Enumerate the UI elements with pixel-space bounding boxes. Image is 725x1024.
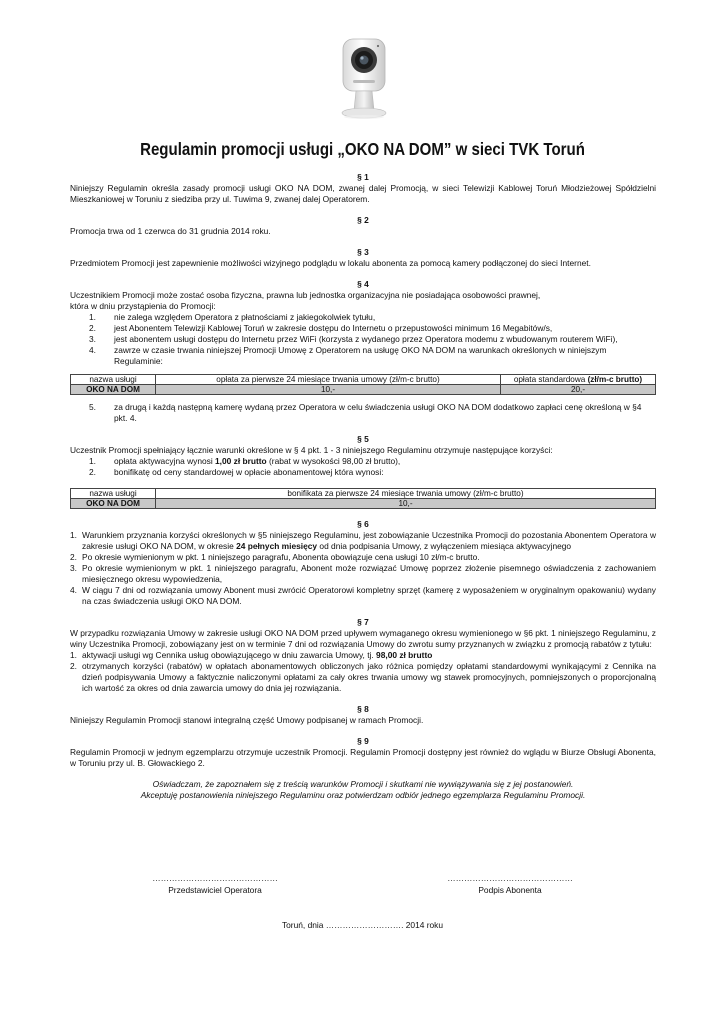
list-item: [70, 585, 656, 607]
item-text-post: od dnia podpisania Umowy, z wyłączeniem miesiąca aktywacyjnego: [317, 541, 572, 551]
section-3-heading: § 3: [357, 247, 369, 257]
section-2-text: Promocja trwa od 1 czerwca do 31 grudnia 2014 roku.: [70, 226, 271, 236]
list-item: [70, 312, 656, 323]
declaration-line-1: Oświadczam, że zapoznałem się z treścią warunków Promocji i skutkami nie wywiązywania się z jej postanowień.: [152, 779, 574, 789]
section-5-intro: Uczestnik Promocji spełniający łącznie warunki określone w § 4 pkt. 1 - 3 niniejszego Regulaminu otrzymuje następujące korzyści:: [70, 445, 553, 455]
table-row: [71, 499, 656, 509]
std-fee-unit: (zł/m-c brutto): [587, 375, 643, 384]
table-header-row: [71, 489, 656, 499]
discount-table: [70, 488, 656, 509]
declaration-line-2: Akceptuję postanowienia niniejszego Regulaminu oraz potwierdzam odbiór jednego egzemplarza Regulaminu Promocji.: [140, 790, 586, 800]
item-number: 1.: [70, 650, 77, 660]
table-header-cell: opłata za pierwsze 24 miesiące trwania umowy (zł/m-c brutto): [156, 375, 501, 385]
list-item: [70, 530, 656, 552]
item-number: 4.: [70, 585, 77, 595]
item-text-pre: aktywacji usługi wg Cennika usług obowiązującego w dniu zawarcia Umowy, tj.: [82, 650, 377, 660]
security-camera-icon: [334, 36, 394, 120]
item-text: [82, 530, 656, 552]
item-number: 2.: [89, 323, 96, 333]
item-text: jest Abonentem Telewizji Kablowej Toruń w zakresie dostępu do Internetu o przepustowości minimum 16 Megabitów/s,: [114, 323, 553, 333]
item-text-bold: 1,00 zł brutto: [215, 456, 267, 466]
item-number: 5.: [89, 402, 96, 412]
section-6-list: [70, 530, 656, 607]
table-cell: 10,-: [156, 385, 501, 395]
list-item: [70, 402, 656, 424]
table-cell: OKO NA DOM: [71, 499, 156, 509]
section-4-intro: Uczestnikiem Promocji może zostać osoba fizyczna, prawna lub jednostka organizacyjna nie posiadająca osobowości prawnej,: [70, 290, 541, 300]
section-9-heading: § 9: [357, 736, 369, 746]
section-4-intro-2: która w dniu przystąpienia do Promocji:: [70, 301, 216, 311]
item-number: 1.: [89, 456, 96, 466]
signature-label: Podpis Abonenta: [478, 885, 542, 895]
item-text: W ciągu 7 dni od rozwiązania umowy Abonent musi zwrócić Operatorowi kompletny sprzęt (kamerę z wyposażeniem w oryginalnym opakowaniu) wydany na czas świadczenia usługi OKO NA DOM.: [82, 585, 656, 606]
table-cell: 10,-: [156, 499, 656, 509]
section-7-heading: § 7: [357, 617, 369, 627]
table-header-row: [71, 375, 656, 385]
item-text: Po okresie wymienionym w pkt. 1 niniejszego paragrafu, Abonenta obowiązuje cena usługi 10 zł/m-c brutto.: [82, 552, 480, 562]
table-cell: 20,-: [501, 385, 656, 395]
item-text: nie zalega względem Operatora z płatnościami z jakiegokolwiek tytułu,: [114, 312, 376, 322]
item-text: za drugą i każdą następną kamerę wydaną przez Operatora w celu świadczenia usługi OKO NA DOM dodatkowo zapłaci cenę określoną w §4 pkt. 4.: [114, 402, 642, 423]
list-item: [70, 345, 656, 367]
section-4-heading: § 4: [357, 279, 369, 289]
section-5-list: [70, 456, 656, 478]
section-7-list: [70, 650, 656, 694]
table-cell: OKO NA DOM: [71, 385, 156, 395]
list-item: [70, 323, 656, 334]
item-text-bold: 24 pełnych miesięcy: [236, 541, 318, 551]
item-number: 3.: [89, 334, 96, 344]
section-8-text: Niniejszy Regulamin Promocji stanowi integralną część Umowy podpisanej w ramach Promocji.: [70, 715, 424, 725]
item-text: [114, 456, 656, 467]
item-text-bold: 98,00 zł brutto: [376, 650, 433, 660]
list-item: [70, 467, 656, 478]
item-text: bonifikatę od ceny standardowej w opłacie abonamentowej która wynosi:: [114, 467, 384, 477]
page-title: Regulamin promocji usługi „OKO NA DOM” w sieci TVK Toruń: [140, 139, 585, 159]
list-item: [70, 563, 656, 585]
table-row: [71, 385, 656, 395]
list-item: [70, 552, 656, 563]
item-number: 2.: [89, 467, 96, 477]
regulations-body: [70, 172, 656, 801]
table-header-cell: [501, 375, 656, 385]
section-6-heading: § 6: [357, 519, 369, 529]
section-1-heading: § 1: [357, 172, 369, 182]
list-item: [70, 334, 656, 345]
subscriber-signature: [420, 872, 600, 896]
item-number: 2.: [70, 552, 77, 562]
fees-table: [70, 374, 656, 395]
std-fee-label: opłata standardowa: [513, 375, 588, 384]
table-header-cell: nazwa usługi: [71, 489, 156, 499]
section-7-intro: W przypadku rozwiązania Umowy w zakresie usługi OKO NA DOM przed upływem wymaganego okresu wymienionego w §6 pkt. 1 niniejszego Regulaminu, z winy Uczestnika Promocji, zobowiązany jest on w terminie 7 dni od rozwiązania Umowy do zwrotu sumy przyznanych w związku z promocją rabatów z tytułu:: [70, 628, 656, 649]
section-5-heading: § 5: [357, 434, 369, 444]
list-item: [70, 650, 656, 661]
section-2-heading: § 2: [357, 215, 369, 225]
list-item: [70, 661, 656, 694]
item-number: 3.: [70, 563, 77, 573]
signature-label: Przedstawiciel Operatora: [168, 885, 262, 895]
item-text: Po okresie wymienionym w pkt. 1 niniejszego paragrafu, Abonent może rozwiązać Umowę poprzez złożenie pisemnego oświadczenia z zachowaniem miesięcznego okresu wypowiedzenia,: [82, 563, 656, 584]
list-item: [70, 456, 656, 467]
item-text: [82, 650, 656, 661]
signature-line: ………………………………………: [152, 873, 278, 883]
section-3-text: Przedmiotem Promocji jest zapewnienie możliwości wizyjnego podglądu w lokalu abonenta za pomocą kamery podłączonej do sieci Internet.: [70, 258, 591, 268]
section-9-text: Regulamin Promocji w jednym egzemplarzu otrzymuje uczestnik Promocji. Regulamin Promocji dostępny jest również do wglądu w Biurze Obsługi Abonenta, w Toruniu przy ul. B. Głowackiego 2.: [70, 747, 656, 768]
item-text-pre: Warunkiem przyznania korzyści określonych w §5 niniejszego Regulaminu, jest zobowiązanie Uczestnika Promocji do pozostania Abonentem Operatora w zakresie usługi OKO NA DOM, w okresie: [82, 530, 656, 551]
section-8-heading: § 8: [357, 704, 369, 714]
signature-line: ………………………………………: [447, 873, 573, 883]
operator-signature: [125, 872, 305, 896]
table-header-cell: nazwa usługi: [71, 375, 156, 385]
place-and-date: Toruń, dnia ………………………. 2014 roku: [281, 920, 444, 930]
section-4-list-cont: [70, 402, 656, 424]
item-number: 2.: [70, 661, 77, 671]
item-text: otrzymanych korzyści (rabatów) w opłatach abonamentowych obliczonych jako różnica pomiędzy opłatami standardowymi wynikającymi z Cennika na dzień podpisywania Umowy a faktycznie naliczonymi opłatami za cały okres trwania umowy wg stawek promocyjnych, pomniejszonych o proporcjonalną ich wartość za okres od dnia zawarcia umowy do dnia jej rozwiązania.: [82, 661, 656, 693]
item-text-pre: opłata aktywacyjna wynosi: [114, 456, 216, 466]
item-number: 1.: [70, 530, 77, 540]
item-text: jest abonentem usługi dostępu do Internetu przez WiFi (korzysta z wydanego przez Operatora modemu z wbudowanym routerem WiFi),: [114, 334, 618, 344]
section-4-list: [70, 312, 656, 367]
section-1-text: Niniejszy Regulamin określa zasady promocji usługi OKO NA DOM, zwanej dalej Promocją, w sieci Telewizji Kablowej Toruń Młodzieżowej Spółdzielni Mieszkaniowej w Toruniu z siedziba przy ul. Tuwima 9, zwanej dalej Operatorem.: [70, 183, 656, 204]
item-text: zawrze w czasie trwania niniejszej Promocji Umowę z Operatorem na usługę OKO NA DOM na warunkach określonych w niniejszym Regulaminie:: [114, 345, 607, 366]
item-number: 1.: [89, 312, 96, 322]
item-number: 4.: [89, 345, 96, 355]
table-header-cell: bonifikata za pierwsze 24 miesiące trwania umowy (zł/m-c brutto): [156, 489, 656, 499]
item-text-post: (rabat w wysokości 98,00 zł brutto),: [266, 456, 401, 466]
